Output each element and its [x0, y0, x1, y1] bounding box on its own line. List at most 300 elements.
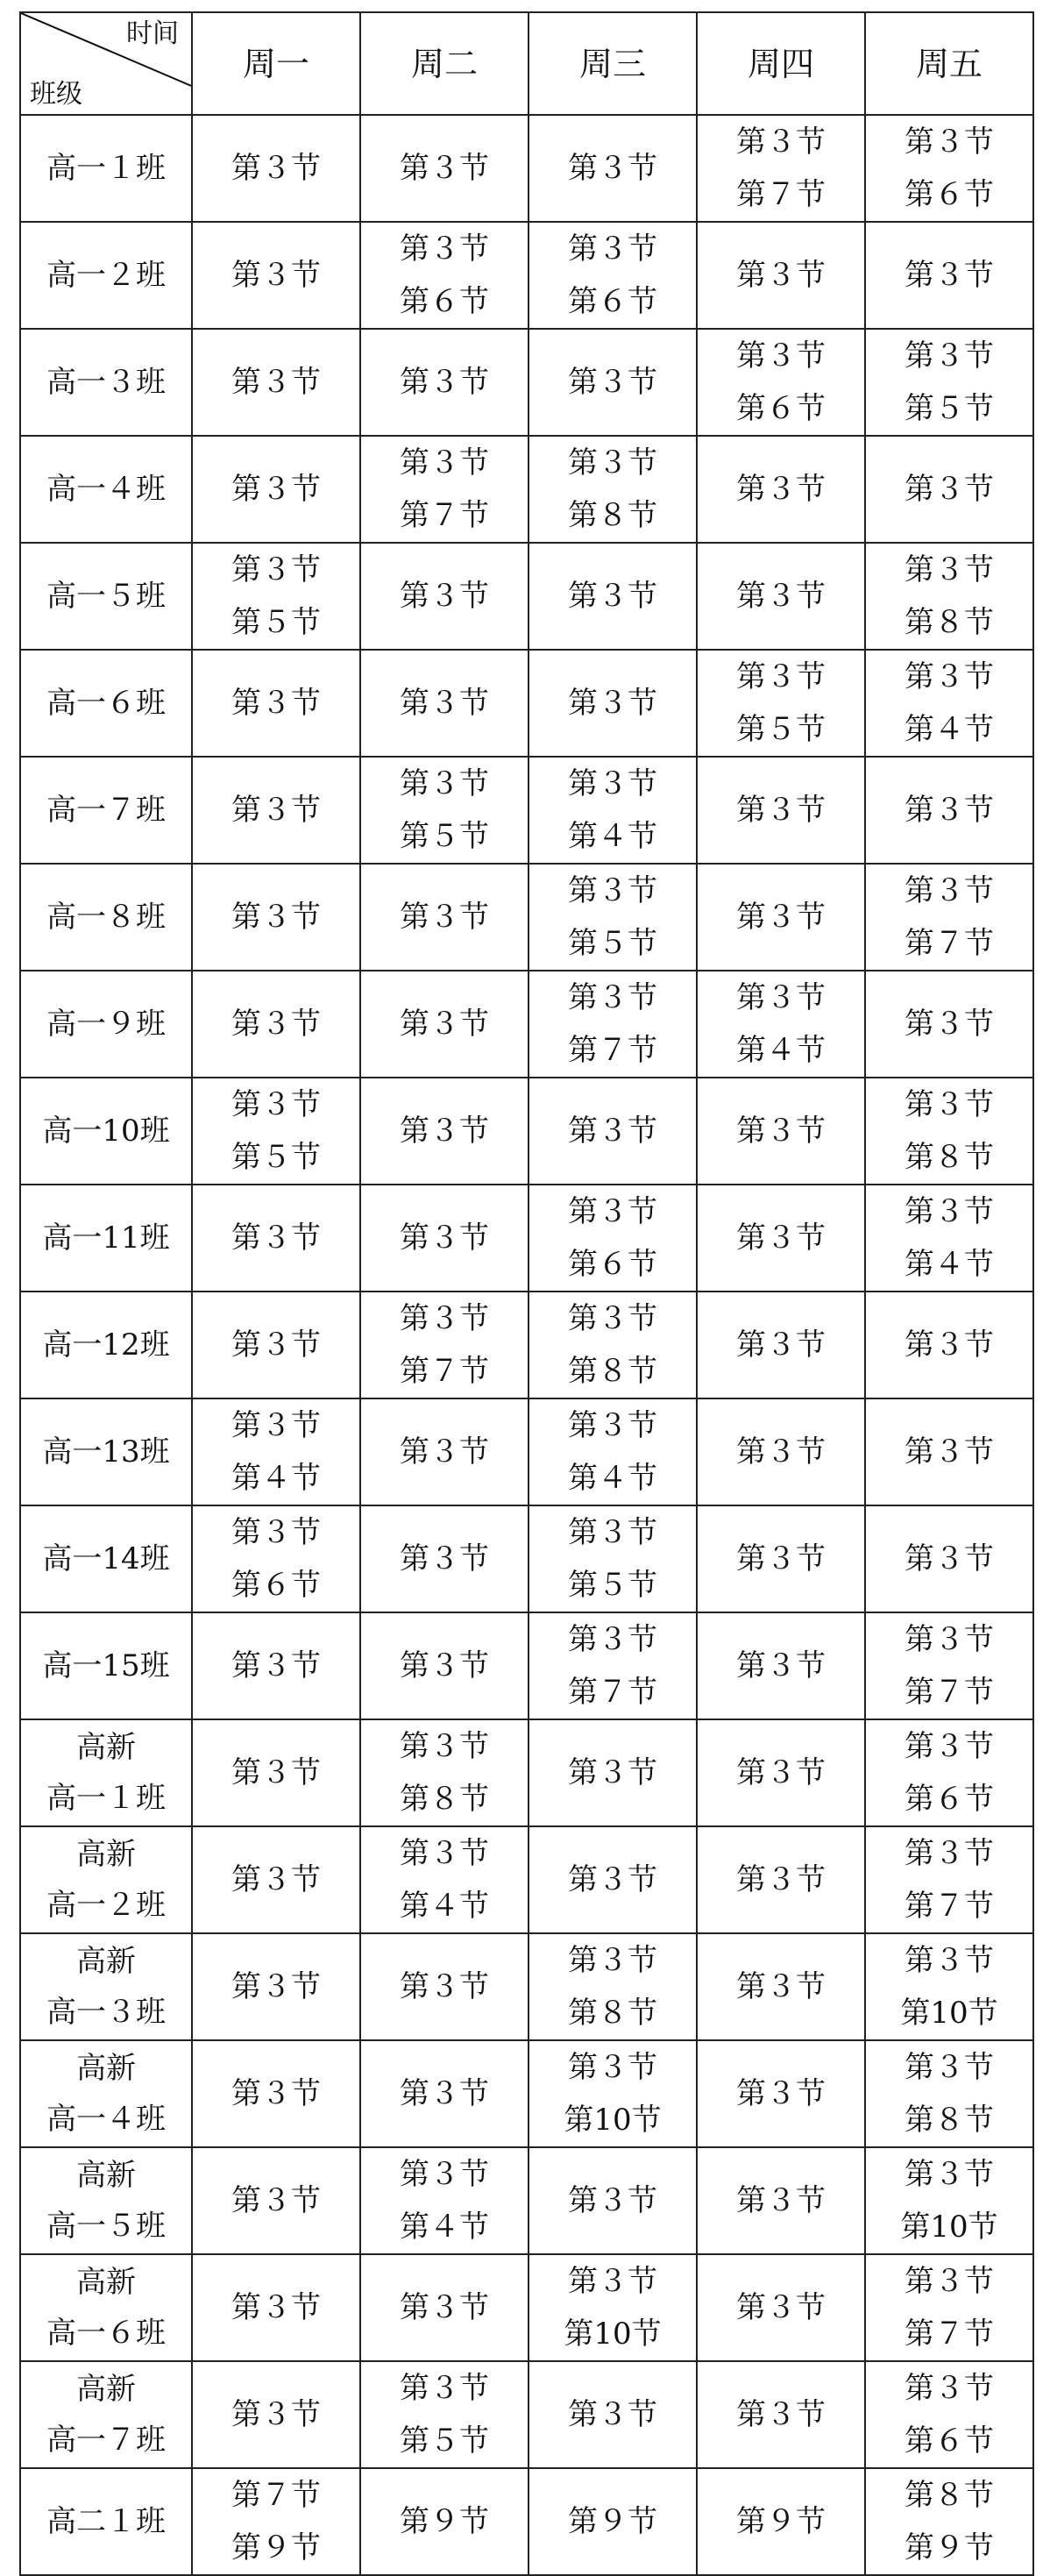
period-entry: 第３节	[905, 472, 994, 507]
class-name-line: 高新	[76, 1944, 136, 1979]
period-entry: 第３节	[568, 151, 657, 186]
period-entry: 第３节	[231, 1327, 321, 1363]
period-entry: 第３节	[231, 2397, 321, 2432]
period-entry: 第３节	[400, 1836, 489, 1871]
period-cell	[529, 2468, 697, 2575]
class-name-line: 高一６班	[46, 686, 166, 721]
class-name-line: 高一７班	[46, 2423, 166, 2458]
period-entry: 第６节	[905, 2423, 994, 2459]
class-name-cell	[20, 2147, 192, 2254]
period-cell	[529, 864, 697, 971]
period-cell	[529, 222, 697, 329]
period-cell	[192, 1292, 360, 1398]
period-entry: 第３节	[400, 766, 489, 801]
period-cell	[192, 222, 360, 329]
period-entry: 第３节	[231, 151, 321, 186]
table-row	[20, 1078, 1033, 1185]
period-entry: 第３节	[568, 2183, 657, 2218]
class-name-cell	[20, 222, 192, 329]
period-entry: 第３节	[231, 1087, 321, 1122]
period-cell	[529, 757, 697, 864]
period-entry: 第５节	[568, 1568, 657, 1603]
period-cell	[360, 2147, 529, 2254]
period-entry: 第７节	[736, 177, 826, 212]
period-cell	[697, 329, 865, 436]
period-cell	[529, 2254, 697, 2361]
class-name-line: 高一11班	[42, 1220, 170, 1256]
period-cell	[865, 436, 1033, 543]
period-entry: 第７节	[568, 1033, 657, 1068]
corner-class-label: 班级	[30, 79, 82, 110]
period-entry: 第３节	[400, 151, 489, 186]
period-entry: 第３节	[400, 1648, 489, 1683]
period-cell	[865, 1612, 1033, 1719]
period-cell	[360, 329, 529, 436]
table-row	[20, 329, 1033, 436]
period-entry: 第３节	[905, 2264, 994, 2299]
table-row	[20, 1826, 1033, 1933]
period-cell	[360, 1398, 529, 1505]
period-cell	[865, 2040, 1033, 2147]
period-cell	[697, 2361, 865, 2468]
period-entry: 第４节	[905, 712, 994, 747]
period-entry: 第３节	[736, 338, 826, 374]
period-entry: 第３节	[231, 1648, 321, 1683]
period-cell	[360, 1612, 529, 1719]
period-cell	[697, 543, 865, 650]
period-entry: 第３节	[736, 1434, 826, 1469]
period-cell	[192, 864, 360, 971]
period-entry: 第３节	[231, 900, 321, 935]
period-entry: 第３节	[736, 793, 826, 828]
class-name-line: 高一７班	[46, 793, 166, 828]
class-name-line: 高一10班	[42, 1114, 170, 1149]
corner-header-cell	[20, 12, 192, 115]
schedule-body	[20, 115, 1033, 2575]
class-name-cell	[20, 2040, 192, 2147]
period-cell	[360, 543, 529, 650]
period-entry: 第３节	[905, 873, 994, 908]
period-cell	[697, 1933, 865, 2040]
period-cell	[865, 650, 1033, 757]
day-header-tue: 周二	[360, 12, 529, 115]
period-entry: 第３节	[736, 1862, 826, 1897]
period-entry: 第３节	[231, 365, 321, 400]
period-entry: 第３节	[568, 1622, 657, 1657]
period-entry: 第10节	[564, 2316, 662, 2352]
period-cell	[529, 1505, 697, 1612]
period-entry: 第３节	[905, 1434, 994, 1469]
period-cell	[865, 2147, 1033, 2254]
table-row	[20, 1612, 1033, 1719]
period-cell	[865, 971, 1033, 1078]
day-header-fri: 周五	[865, 12, 1033, 115]
period-entry: 第３节	[736, 258, 826, 293]
period-cell	[529, 1612, 697, 1719]
period-cell	[697, 2254, 865, 2361]
class-name-cell	[20, 1505, 192, 1612]
period-entry: 第３节	[231, 793, 321, 828]
period-entry: 第３节	[736, 2183, 826, 2218]
period-entry: 第９节	[400, 2504, 489, 2539]
period-cell	[360, 650, 529, 757]
period-entry: 第３节	[231, 1755, 321, 1790]
period-cell	[865, 1505, 1033, 1612]
class-name-line: 高一４班	[46, 472, 166, 507]
period-entry: 第３节	[231, 472, 321, 507]
class-name-line: 高一12班	[42, 1327, 170, 1363]
period-cell	[360, 1933, 529, 2040]
period-entry: 第３节	[736, 1648, 826, 1683]
period-entry: 第３节	[736, 472, 826, 507]
period-entry: 第３节	[905, 1943, 994, 1978]
period-entry: 第６节	[568, 1247, 657, 1282]
period-cell	[360, 115, 529, 222]
day-header-thu: 周四	[697, 12, 865, 115]
period-entry: 第３节	[568, 1194, 657, 1229]
class-name-cell	[20, 436, 192, 543]
period-cell	[192, 1078, 360, 1185]
period-entry: 第３节	[568, 1301, 657, 1336]
period-entry: 第６节	[905, 177, 994, 212]
period-entry: 第３节	[400, 1220, 489, 1256]
period-entry: 第７节	[905, 2316, 994, 2352]
period-entry: 第３节	[905, 2371, 994, 2406]
period-entry: 第３节	[736, 659, 826, 694]
period-entry: 第３节	[736, 1755, 826, 1790]
period-entry: 第３节	[736, 579, 826, 614]
period-entry: 第８节	[568, 1996, 657, 2031]
period-cell	[697, 650, 865, 757]
period-entry: 第４节	[736, 1033, 826, 1068]
period-entry: 第５节	[231, 605, 321, 640]
period-entry: 第10节	[900, 1996, 998, 2031]
period-cell	[865, 1398, 1033, 1505]
period-entry: 第３节	[400, 2290, 489, 2325]
period-cell	[865, 1719, 1033, 1826]
period-entry: 第７节	[905, 926, 994, 961]
period-cell	[360, 1292, 529, 1398]
period-cell	[865, 115, 1033, 222]
period-cell	[360, 757, 529, 864]
period-entry: 第３节	[231, 552, 321, 587]
period-cell	[529, 329, 697, 436]
period-cell	[360, 1078, 529, 1185]
period-entry: 第３节	[736, 125, 826, 160]
period-entry: 第３节	[400, 579, 489, 614]
period-entry: 第３节	[905, 338, 994, 374]
period-cell	[697, 1078, 865, 1185]
period-entry: 第３节	[568, 1862, 657, 1897]
table-row	[20, 2361, 1033, 2468]
period-entry: 第３节	[736, 1327, 826, 1363]
period-entry: 第６节	[905, 1782, 994, 1817]
class-name-cell	[20, 1826, 192, 1933]
period-entry: 第３节	[400, 365, 489, 400]
period-cell	[529, 436, 697, 543]
period-cell	[360, 2254, 529, 2361]
period-entry: 第５节	[905, 391, 994, 426]
period-entry: 第８节	[400, 1782, 489, 1817]
period-entry: 第３节	[400, 2076, 489, 2111]
class-name-line: 高新	[76, 1730, 136, 1765]
period-cell	[192, 115, 360, 222]
period-cell	[529, 1078, 697, 1185]
period-entry: 第４节	[568, 819, 657, 854]
period-entry: 第３节	[400, 1969, 489, 2004]
table-row	[20, 436, 1033, 543]
class-name-cell	[20, 1185, 192, 1292]
period-cell	[529, 1933, 697, 2040]
period-cell	[529, 2147, 697, 2254]
period-cell	[697, 2147, 865, 2254]
period-cell	[529, 1826, 697, 1933]
class-name-cell	[20, 2468, 192, 2575]
period-cell	[360, 2040, 529, 2147]
class-name-cell	[20, 2361, 192, 2468]
period-entry: 第３节	[231, 1408, 321, 1443]
period-cell	[697, 1505, 865, 1612]
table-row	[20, 1292, 1033, 1398]
period-cell	[192, 1933, 360, 2040]
period-entry: 第３节	[568, 231, 657, 267]
period-entry: 第３节	[905, 1836, 994, 1871]
period-entry: 第７节	[568, 1675, 657, 1710]
period-entry: 第３节	[736, 1541, 826, 1576]
period-cell	[529, 115, 697, 222]
period-cell	[865, 2254, 1033, 2361]
class-name-line: 高一５班	[46, 579, 166, 614]
period-entry: 第３节	[231, 1862, 321, 1897]
period-cell	[697, 757, 865, 864]
class-name-line: 高一14班	[42, 1541, 170, 1576]
period-cell	[865, 864, 1033, 971]
period-cell	[192, 1505, 360, 1612]
period-cell	[192, 2361, 360, 2468]
period-cell	[529, 1185, 697, 1292]
period-entry: 第３节	[231, 686, 321, 721]
class-name-line: 高一２班	[46, 1888, 166, 1923]
period-entry: 第５节	[400, 819, 489, 854]
period-cell	[192, 2040, 360, 2147]
class-name-line: 高一13班	[42, 1434, 170, 1469]
period-cell	[697, 864, 865, 971]
period-entry: 第３节	[568, 766, 657, 801]
day-header-mon: 周一	[192, 12, 360, 115]
table-row	[20, 2040, 1033, 2147]
period-entry: 第３节	[400, 1729, 489, 1764]
table-row	[20, 2468, 1033, 2575]
period-entry: 第８节	[568, 1354, 657, 1389]
period-entry: 第３节	[400, 1541, 489, 1576]
period-cell	[192, 2147, 360, 2254]
period-cell	[529, 1719, 697, 1826]
class-name-cell	[20, 2254, 192, 2361]
class-name-line: 高一２班	[46, 258, 166, 293]
class-name-line: 高一15班	[42, 1648, 170, 1683]
period-entry: 第３节	[231, 1969, 321, 2004]
period-entry: 第３节	[568, 445, 657, 480]
table-row	[20, 864, 1033, 971]
period-entry: 第４节	[905, 1247, 994, 1282]
period-entry: 第９节	[231, 2530, 321, 2565]
period-entry: 第４节	[400, 1889, 489, 1924]
period-cell	[865, 1826, 1033, 1933]
table-row	[20, 1933, 1033, 2040]
period-cell	[192, 329, 360, 436]
schedule-table	[19, 11, 1034, 2576]
period-cell	[192, 1826, 360, 1933]
class-name-line: 高一５班	[46, 2209, 166, 2244]
period-entry: 第９节	[568, 2504, 657, 2539]
period-cell	[529, 2040, 697, 2147]
class-name-line: 高一１班	[46, 151, 166, 186]
period-entry: 第３节	[905, 125, 994, 160]
period-entry: 第３节	[568, 579, 657, 614]
table-row	[20, 757, 1033, 864]
period-cell	[865, 222, 1033, 329]
class-name-cell	[20, 1078, 192, 1185]
table-row	[20, 1398, 1033, 1505]
table-row	[20, 1719, 1033, 1826]
period-cell	[865, 2468, 1033, 2575]
period-cell	[360, 1826, 529, 1933]
period-entry: 第３节	[736, 2397, 826, 2432]
period-entry: 第６节	[736, 391, 826, 426]
period-cell	[360, 2361, 529, 2468]
period-cell	[865, 1933, 1033, 2040]
period-entry: 第３节	[568, 1943, 657, 1978]
period-cell	[192, 543, 360, 650]
period-entry: 第４节	[231, 1461, 321, 1496]
period-entry: 第７节	[905, 1675, 994, 1710]
class-name-cell	[20, 864, 192, 971]
class-name-line: 高新	[76, 2372, 136, 2407]
period-entry: 第10节	[900, 2210, 998, 2245]
class-name-cell	[20, 1933, 192, 2040]
period-cell	[697, 2468, 865, 2575]
period-cell	[865, 757, 1033, 864]
period-entry: 第３节	[231, 2076, 321, 2111]
period-cell	[697, 1719, 865, 1826]
period-entry: 第３节	[905, 1087, 994, 1122]
period-entry: 第５节	[736, 712, 826, 747]
period-entry: 第３节	[231, 258, 321, 293]
class-name-line: 高一８班	[46, 900, 166, 935]
period-entry: 第３节	[400, 1114, 489, 1149]
period-entry: 第３节	[736, 1114, 826, 1149]
period-cell	[360, 1719, 529, 1826]
period-cell	[192, 757, 360, 864]
period-entry: 第３节	[736, 980, 826, 1015]
period-entry: 第３节	[400, 686, 489, 721]
period-entry: 第３节	[568, 873, 657, 908]
period-cell	[865, 329, 1033, 436]
period-cell	[697, 971, 865, 1078]
period-entry: 第３节	[736, 900, 826, 935]
period-cell	[360, 1505, 529, 1612]
table-row	[20, 1185, 1033, 1292]
period-entry: 第３节	[905, 2050, 994, 2085]
period-entry: 第３节	[905, 1622, 994, 1657]
period-cell	[192, 436, 360, 543]
period-entry: 第３节	[400, 900, 489, 935]
day-header-wed: 周三	[529, 12, 697, 115]
class-name-cell	[20, 971, 192, 1078]
period-entry: 第７节	[400, 498, 489, 533]
period-cell	[192, 1398, 360, 1505]
period-cell	[529, 650, 697, 757]
period-cell	[360, 2468, 529, 2575]
table-row	[20, 115, 1033, 222]
period-entry: 第４节	[400, 2210, 489, 2245]
period-entry: 第３节	[231, 1515, 321, 1550]
class-name-line: 高二１班	[46, 2504, 166, 2539]
class-name-cell	[20, 1292, 192, 1398]
period-entry: 第３节	[400, 1434, 489, 1469]
table-row	[20, 543, 1033, 650]
period-cell	[360, 864, 529, 971]
period-entry: 第３节	[905, 659, 994, 694]
period-cell	[529, 543, 697, 650]
period-entry: 第３节	[905, 1729, 994, 1764]
period-entry: 第３节	[231, 2290, 321, 2325]
period-cell	[865, 1078, 1033, 1185]
period-entry: 第３节	[905, 1194, 994, 1229]
period-entry: 第６节	[400, 284, 489, 319]
period-entry: 第３节	[231, 2183, 321, 2218]
period-entry: 第３节	[568, 365, 657, 400]
period-entry: 第３节	[568, 2264, 657, 2299]
period-entry: 第３节	[568, 2050, 657, 2085]
period-entry: 第３节	[568, 1114, 657, 1149]
period-entry: 第３节	[905, 1541, 994, 1576]
period-cell	[192, 1719, 360, 1826]
period-entry: 第３节	[568, 1408, 657, 1443]
period-entry: 第８节	[905, 2478, 994, 2513]
period-entry: 第３节	[231, 1220, 321, 1256]
corner-time-label: 时间	[126, 18, 179, 49]
period-cell	[697, 222, 865, 329]
class-name-line: 高新	[76, 2051, 136, 2086]
class-name-line: 高一３班	[46, 365, 166, 400]
table-row	[20, 971, 1033, 1078]
period-cell	[529, 1292, 697, 1398]
period-cell	[360, 971, 529, 1078]
table-row	[20, 1505, 1033, 1612]
period-entry: 第７节	[231, 2478, 321, 2513]
period-entry: 第３节	[400, 2157, 489, 2192]
period-cell	[192, 2468, 360, 2575]
period-entry: 第８节	[905, 1140, 994, 1175]
period-entry: 第３节	[568, 1755, 657, 1790]
class-name-line: 高一９班	[46, 1007, 166, 1042]
period-entry: 第８节	[905, 605, 994, 640]
period-cell	[865, 1292, 1033, 1398]
period-cell	[192, 2254, 360, 2361]
period-entry: 第３节	[400, 1007, 489, 1042]
class-name-cell	[20, 650, 192, 757]
class-name-cell	[20, 115, 192, 222]
period-entry: 第３节	[905, 1327, 994, 1363]
table-row	[20, 2254, 1033, 2361]
period-cell	[192, 1612, 360, 1719]
table-row	[20, 2147, 1033, 2254]
class-name-cell	[20, 329, 192, 436]
period-entry: 第10节	[564, 2103, 662, 2138]
header-row	[20, 12, 1033, 115]
period-entry: 第５节	[400, 2423, 489, 2459]
